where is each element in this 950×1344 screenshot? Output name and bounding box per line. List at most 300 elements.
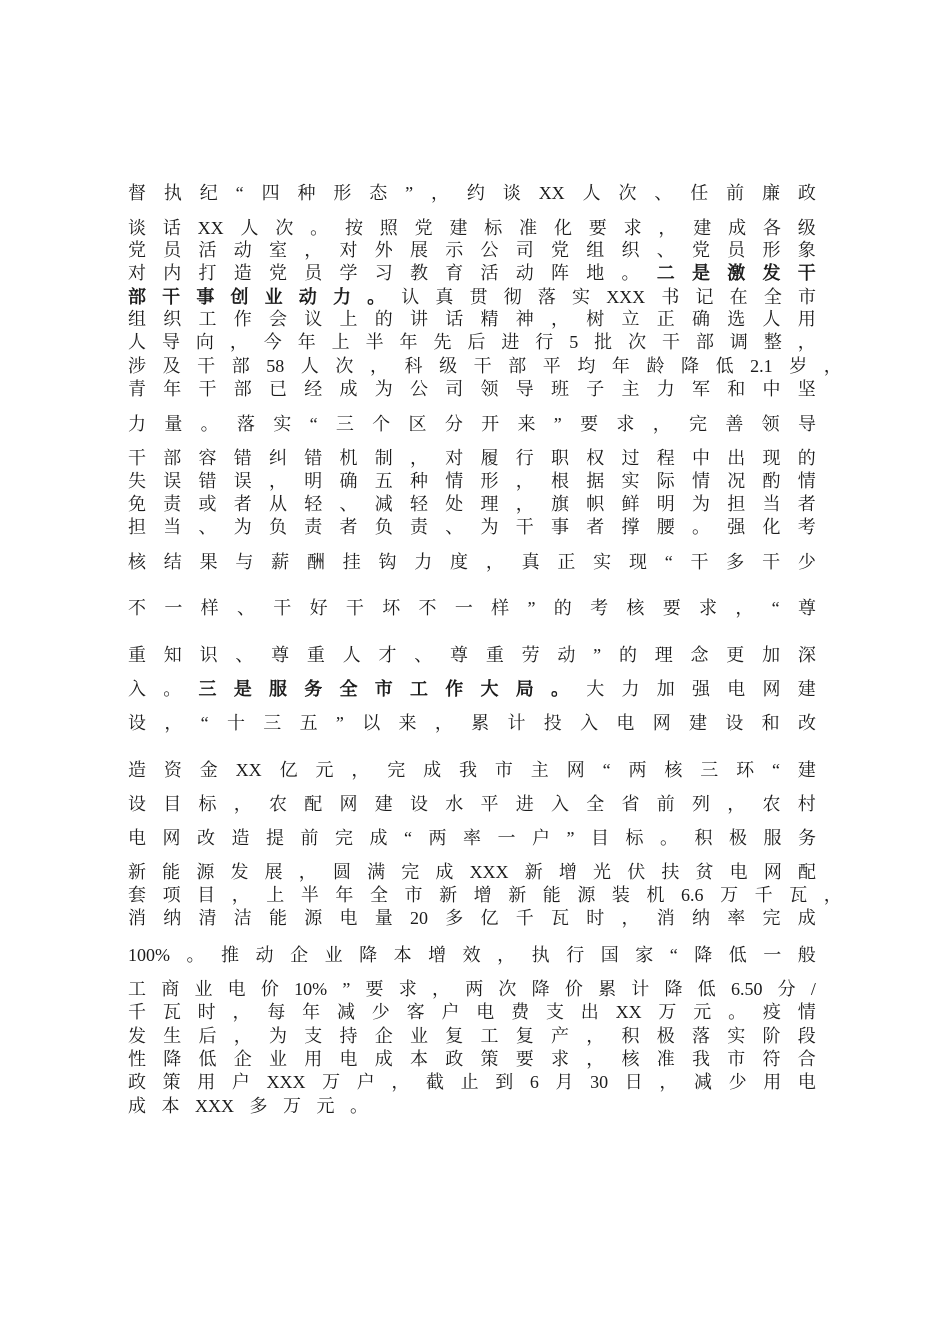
glyph: 责 bbox=[410, 517, 428, 537]
glyph: 级 bbox=[439, 356, 458, 376]
text-line bbox=[128, 793, 816, 815]
glyph: 电 bbox=[616, 713, 635, 733]
text-line bbox=[128, 331, 816, 353]
glyph: 完 bbox=[762, 908, 781, 928]
glyph: 工 bbox=[128, 979, 146, 999]
glyph: 分 bbox=[444, 414, 463, 434]
glyph: 户 bbox=[441, 1002, 460, 1022]
glyph: ” bbox=[405, 183, 414, 203]
glyph: 千 bbox=[128, 1002, 146, 1022]
glyph: 干 bbox=[198, 379, 217, 399]
glyph: ， bbox=[231, 885, 250, 905]
glyph: 执 bbox=[531, 945, 550, 965]
glyph: 活 bbox=[198, 240, 217, 260]
glyph: 企 bbox=[374, 1026, 393, 1046]
glyph: 计 bbox=[631, 979, 650, 999]
glyph: 两 bbox=[465, 979, 484, 999]
glyph: 为 bbox=[269, 1026, 287, 1046]
glyph: 建 bbox=[797, 760, 816, 780]
glyph: 推 bbox=[221, 945, 240, 965]
glyph: 网 bbox=[652, 713, 671, 733]
glyph: 贫 bbox=[695, 862, 714, 882]
glyph: 的 bbox=[797, 448, 816, 468]
text-line bbox=[128, 644, 816, 666]
glyph: 向 bbox=[195, 332, 214, 352]
glyph: ， bbox=[232, 1002, 251, 1022]
glyph: 担 bbox=[727, 494, 746, 514]
text-line bbox=[128, 1095, 368, 1117]
glyph: 止 bbox=[460, 1072, 479, 1092]
glyph: 套 bbox=[128, 885, 146, 905]
glyph: 力 bbox=[621, 679, 640, 699]
glyph: 来 bbox=[398, 713, 417, 733]
glyph: 象 bbox=[797, 240, 816, 260]
glyph: 打 bbox=[198, 263, 217, 283]
glyph: 态 bbox=[369, 183, 388, 203]
text-line bbox=[128, 516, 816, 538]
glyph: 教 bbox=[410, 263, 428, 283]
glyph: 领 bbox=[761, 414, 780, 434]
glyph: ， bbox=[659, 1072, 678, 1092]
glyph: ， bbox=[497, 945, 516, 965]
glyph: 月 bbox=[555, 1072, 574, 1092]
glyph: ， bbox=[621, 908, 640, 928]
glyph: 公 bbox=[410, 379, 428, 399]
glyph: 从 bbox=[269, 494, 287, 514]
glyph: ， bbox=[434, 713, 453, 733]
glyph: 。 bbox=[367, 287, 386, 307]
glyph: 劳 bbox=[521, 645, 540, 665]
text-line bbox=[128, 1025, 816, 1047]
glyph: 成 bbox=[797, 908, 816, 928]
glyph: 党 bbox=[692, 240, 710, 260]
glyph: 人 bbox=[762, 309, 781, 329]
text-line bbox=[128, 884, 842, 906]
glyph: 项 bbox=[162, 885, 181, 905]
glyph: ， bbox=[735, 598, 754, 618]
glyph: 督 bbox=[128, 183, 146, 203]
glyph: 增 bbox=[558, 862, 577, 882]
glyph: 工 bbox=[480, 1026, 499, 1046]
glyph: 各 bbox=[762, 218, 781, 238]
glyph: 事 bbox=[551, 517, 569, 537]
glyph: 三 bbox=[263, 713, 282, 733]
glyph: 机 bbox=[339, 448, 358, 468]
glyph: 源 bbox=[577, 885, 596, 905]
glyph: 中 bbox=[692, 448, 710, 468]
glyph: 网 bbox=[339, 794, 358, 814]
glyph: 6 bbox=[529, 1072, 539, 1092]
glyph: 任 bbox=[690, 183, 709, 203]
text-line bbox=[128, 978, 816, 1000]
glyph: 配 bbox=[797, 862, 816, 882]
glyph: 极 bbox=[729, 828, 747, 848]
glyph: 人 bbox=[240, 218, 259, 238]
glyph: 薪 bbox=[271, 552, 290, 572]
glyph: “ bbox=[664, 552, 673, 572]
glyph: 电 bbox=[128, 828, 146, 848]
glyph: 人 bbox=[128, 332, 146, 352]
glyph: 中 bbox=[762, 379, 781, 399]
glyph: 按 bbox=[344, 218, 363, 238]
glyph: 造 bbox=[128, 760, 146, 780]
glyph: 投 bbox=[543, 713, 562, 733]
glyph: 已 bbox=[269, 379, 287, 399]
glyph: 干 bbox=[662, 332, 680, 352]
glyph: 能 bbox=[542, 885, 561, 905]
glyph: 织 bbox=[621, 240, 640, 260]
glyph: 钩 bbox=[378, 552, 397, 572]
glyph: 新 bbox=[508, 885, 527, 905]
glyph: “ bbox=[771, 598, 780, 618]
glyph: “ bbox=[602, 760, 611, 780]
glyph: 制 bbox=[374, 448, 393, 468]
glyph: 批 bbox=[594, 332, 613, 352]
glyph: 阵 bbox=[551, 263, 569, 283]
glyph: 价 bbox=[260, 979, 279, 999]
glyph: 重 bbox=[485, 645, 504, 665]
glyph: 电 bbox=[339, 908, 358, 928]
glyph: 调 bbox=[729, 332, 748, 352]
glyph: 务 bbox=[798, 828, 816, 848]
glyph: 造 bbox=[231, 828, 250, 848]
glyph: 目 bbox=[591, 828, 609, 848]
glyph: 习 bbox=[374, 263, 393, 283]
glyph: 业 bbox=[324, 945, 343, 965]
glyph: 全 bbox=[339, 679, 358, 699]
glyph: 组 bbox=[128, 309, 146, 329]
glyph: 机 bbox=[646, 885, 665, 905]
glyph: 少 bbox=[797, 552, 816, 572]
glyph: 元 bbox=[693, 1002, 712, 1022]
glyph: 干 bbox=[128, 448, 146, 468]
glyph: 及 bbox=[162, 356, 181, 376]
glyph: 者 bbox=[233, 494, 252, 514]
glyph: 区 bbox=[408, 414, 427, 434]
glyph: 年 bbox=[297, 332, 316, 352]
glyph: 作 bbox=[233, 309, 252, 329]
glyph: 育 bbox=[445, 263, 464, 283]
glyph: 党 bbox=[414, 218, 433, 238]
glyph: ” bbox=[593, 645, 602, 665]
glyph: 段 bbox=[797, 1026, 816, 1046]
glyph: 一 bbox=[497, 828, 516, 848]
text-line bbox=[128, 1001, 816, 1023]
glyph: 年 bbox=[399, 332, 418, 352]
glyph: 。 bbox=[660, 828, 678, 848]
glyph: 多 bbox=[249, 1096, 268, 1116]
glyph: 坚 bbox=[797, 379, 816, 399]
glyph: 力 bbox=[128, 414, 146, 434]
text-line bbox=[128, 861, 816, 883]
glyph: 干 bbox=[473, 356, 492, 376]
glyph: 新 bbox=[524, 862, 543, 882]
glyph: 不 bbox=[128, 598, 146, 618]
glyph: 为 bbox=[480, 517, 499, 537]
glyph: 上 bbox=[331, 332, 350, 352]
glyph: 计 bbox=[507, 713, 526, 733]
glyph: 部 bbox=[233, 379, 252, 399]
glyph: 年 bbox=[335, 885, 354, 905]
glyph: 主 bbox=[530, 760, 549, 780]
glyph: 党 bbox=[128, 240, 146, 260]
glyph: 负 bbox=[269, 517, 287, 537]
glyph: 龄 bbox=[646, 356, 665, 376]
glyph: 现 bbox=[628, 552, 647, 572]
glyph: 我 bbox=[459, 760, 478, 780]
glyph: 策 bbox=[162, 1072, 181, 1092]
glyph: 强 bbox=[692, 679, 710, 699]
glyph: 议 bbox=[304, 309, 323, 329]
glyph: 结 bbox=[163, 552, 182, 572]
glyph: 误 bbox=[163, 471, 182, 491]
glyph: 级 bbox=[797, 218, 816, 238]
glyph: 的 bbox=[618, 645, 637, 665]
glyph: 部 bbox=[508, 356, 527, 376]
glyph: 核 bbox=[664, 760, 683, 780]
glyph: ， bbox=[164, 713, 183, 733]
glyph: 市 bbox=[727, 1049, 746, 1069]
glyph: 行 bbox=[515, 448, 534, 468]
glyph: 6.50 bbox=[730, 979, 763, 999]
glyph: 政 bbox=[445, 1049, 464, 1069]
glyph: 实 bbox=[273, 414, 292, 434]
glyph: 样 bbox=[491, 598, 510, 618]
glyph: 复 bbox=[445, 1026, 464, 1046]
text-line bbox=[128, 678, 816, 700]
glyph: ” bbox=[335, 713, 344, 733]
glyph: 司 bbox=[515, 240, 534, 260]
glyph: 对 bbox=[339, 240, 358, 260]
glyph: 事 bbox=[196, 287, 215, 307]
glyph: 军 bbox=[692, 379, 710, 399]
glyph: 平 bbox=[480, 794, 499, 814]
text-line bbox=[128, 182, 816, 204]
glyph: 造 bbox=[233, 263, 252, 283]
glyph: 青 bbox=[128, 379, 146, 399]
glyph: 知 bbox=[163, 645, 182, 665]
glyph: 容 bbox=[198, 448, 217, 468]
glyph: 市 bbox=[797, 287, 816, 307]
glyph: ， bbox=[410, 448, 428, 468]
glyph: 干 bbox=[273, 598, 292, 618]
glyph: 建 bbox=[689, 713, 707, 733]
glyph: 半 bbox=[365, 332, 384, 352]
glyph: 大 bbox=[586, 679, 605, 699]
glyph: 电 bbox=[729, 862, 748, 882]
glyph: 消 bbox=[656, 908, 675, 928]
glyph: 加 bbox=[762, 645, 781, 665]
glyph: 为 bbox=[233, 517, 252, 537]
glyph: 。 bbox=[200, 414, 219, 434]
glyph: 多 bbox=[726, 552, 745, 572]
glyph: 考 bbox=[590, 598, 609, 618]
glyph: 、 bbox=[236, 598, 255, 618]
glyph: 况 bbox=[727, 471, 746, 491]
glyph: 要 bbox=[662, 598, 681, 618]
glyph: 准 bbox=[519, 218, 538, 238]
glyph: XXX bbox=[469, 862, 509, 882]
glyph: 电 bbox=[476, 1002, 495, 1022]
glyph: 户 bbox=[356, 1072, 375, 1092]
glyph: 员 bbox=[727, 240, 746, 260]
glyph: 两 bbox=[428, 828, 447, 848]
text-line bbox=[128, 1048, 816, 1070]
glyph: 、 bbox=[198, 517, 217, 537]
glyph: 列 bbox=[692, 794, 710, 814]
glyph: 精 bbox=[480, 309, 499, 329]
glyph: 挂 bbox=[342, 552, 361, 572]
glyph: 前 bbox=[656, 794, 675, 814]
glyph: 者 bbox=[339, 517, 358, 537]
text-line bbox=[128, 493, 816, 515]
glyph: 上 bbox=[266, 885, 285, 905]
glyph: 业 bbox=[264, 287, 283, 307]
glyph: 完 bbox=[387, 760, 406, 780]
glyph: 我 bbox=[692, 1049, 710, 1069]
glyph: 万 bbox=[283, 1096, 301, 1116]
glyph: 对 bbox=[445, 448, 464, 468]
glyph: 标 bbox=[625, 828, 644, 848]
glyph: 是 bbox=[692, 263, 710, 283]
glyph: 据 bbox=[586, 471, 605, 491]
glyph: 干 bbox=[690, 552, 709, 572]
glyph: ， bbox=[797, 332, 816, 352]
glyph: 一 bbox=[454, 598, 473, 618]
glyph: 约 bbox=[466, 183, 485, 203]
glyph: 改 bbox=[797, 713, 816, 733]
glyph: 干 bbox=[162, 287, 181, 307]
glyph: ， bbox=[823, 356, 842, 376]
glyph: 根 bbox=[551, 471, 569, 491]
glyph: 明 bbox=[656, 494, 675, 514]
glyph: 岁 bbox=[789, 356, 808, 376]
glyph: 工 bbox=[410, 679, 428, 699]
text-line bbox=[128, 447, 816, 469]
glyph: 成 bbox=[128, 1096, 146, 1116]
glyph: 10% bbox=[294, 979, 328, 999]
glyph: 、 bbox=[414, 645, 433, 665]
glyph: 形 bbox=[333, 183, 352, 203]
glyph: 确 bbox=[339, 471, 358, 491]
glyph: XXX bbox=[195, 1096, 234, 1116]
glyph: 农 bbox=[269, 794, 287, 814]
glyph: 动 bbox=[255, 945, 274, 965]
glyph: 建 bbox=[797, 679, 816, 699]
glyph: 伏 bbox=[627, 862, 646, 882]
glyph: 人 bbox=[342, 645, 361, 665]
glyph: 目 bbox=[163, 794, 182, 814]
text-line bbox=[128, 217, 816, 239]
glyph: ， bbox=[269, 471, 287, 491]
glyph: 部 bbox=[695, 332, 714, 352]
glyph: 减 bbox=[694, 1072, 712, 1092]
glyph: 者 bbox=[586, 517, 605, 537]
glyph: 年 bbox=[302, 1002, 321, 1022]
glyph: 持 bbox=[339, 1026, 358, 1046]
glyph: “ bbox=[669, 945, 678, 965]
glyph: 整 bbox=[763, 332, 782, 352]
glyph: 更 bbox=[726, 645, 745, 665]
glyph: 负 bbox=[374, 517, 393, 537]
glyph: 或 bbox=[198, 494, 217, 514]
glyph: ， bbox=[823, 885, 842, 905]
glyph: 日 bbox=[624, 1072, 643, 1092]
glyph: 环 bbox=[736, 760, 755, 780]
glyph: 电 bbox=[227, 979, 246, 999]
glyph: 水 bbox=[445, 794, 464, 814]
glyph: 程 bbox=[656, 448, 675, 468]
glyph: 、 bbox=[656, 240, 675, 260]
glyph: 家 bbox=[635, 945, 654, 965]
glyph: 职 bbox=[551, 448, 569, 468]
glyph: 农 bbox=[762, 794, 781, 814]
glyph: 入 bbox=[551, 794, 569, 814]
glyph: 来 bbox=[517, 414, 536, 434]
glyph: 准 bbox=[656, 1049, 675, 1069]
glyph: 每 bbox=[267, 1002, 286, 1022]
text-line bbox=[128, 944, 816, 966]
glyph: 低 bbox=[715, 356, 734, 376]
glyph: 错 bbox=[198, 471, 217, 491]
glyph: 亿 bbox=[480, 908, 499, 928]
glyph: 圆 bbox=[332, 862, 351, 882]
glyph: 免 bbox=[128, 494, 146, 514]
text-line bbox=[128, 286, 816, 308]
glyph: 处 bbox=[445, 494, 464, 514]
glyph: 活 bbox=[480, 263, 499, 283]
glyph: 求 bbox=[551, 1049, 569, 1069]
glyph: 撑 bbox=[621, 517, 640, 537]
glyph: 。 bbox=[621, 263, 640, 283]
text-line bbox=[128, 239, 816, 261]
glyph: 与 bbox=[235, 552, 254, 572]
glyph: 识 bbox=[199, 645, 218, 665]
text-line bbox=[128, 597, 816, 619]
glyph: 会 bbox=[269, 309, 287, 329]
glyph: 干 bbox=[345, 598, 364, 618]
glyph: 种 bbox=[410, 471, 428, 491]
glyph: 服 bbox=[763, 828, 782, 848]
glyph: 。 bbox=[728, 1002, 747, 1022]
glyph: 错 bbox=[233, 448, 252, 468]
glyph: 领 bbox=[480, 379, 499, 399]
glyph: 支 bbox=[304, 1026, 323, 1046]
glyph: 发 bbox=[230, 862, 249, 882]
glyph: 清 bbox=[198, 908, 217, 928]
glyph: 彻 bbox=[503, 287, 522, 307]
glyph: 企 bbox=[233, 1049, 252, 1069]
glyph: 价 bbox=[564, 979, 583, 999]
glyph: 情 bbox=[445, 471, 464, 491]
glyph: 鲜 bbox=[621, 494, 640, 514]
glyph: 策 bbox=[480, 1049, 499, 1069]
glyph: 谈 bbox=[502, 183, 521, 203]
glyph: 能 bbox=[269, 908, 287, 928]
glyph: 用 bbox=[197, 1072, 216, 1092]
glyph: 班 bbox=[551, 379, 569, 399]
glyph: 企 bbox=[290, 945, 309, 965]
glyph: 强 bbox=[727, 517, 746, 537]
glyph: 执 bbox=[163, 183, 182, 203]
glyph: 重 bbox=[306, 645, 325, 665]
glyph: 网 bbox=[162, 828, 181, 848]
glyph: 示 bbox=[445, 240, 464, 260]
glyph: 市 bbox=[494, 760, 513, 780]
text-line bbox=[128, 1071, 816, 1093]
glyph: 发 bbox=[128, 1026, 146, 1046]
glyph: 成 bbox=[369, 828, 388, 848]
